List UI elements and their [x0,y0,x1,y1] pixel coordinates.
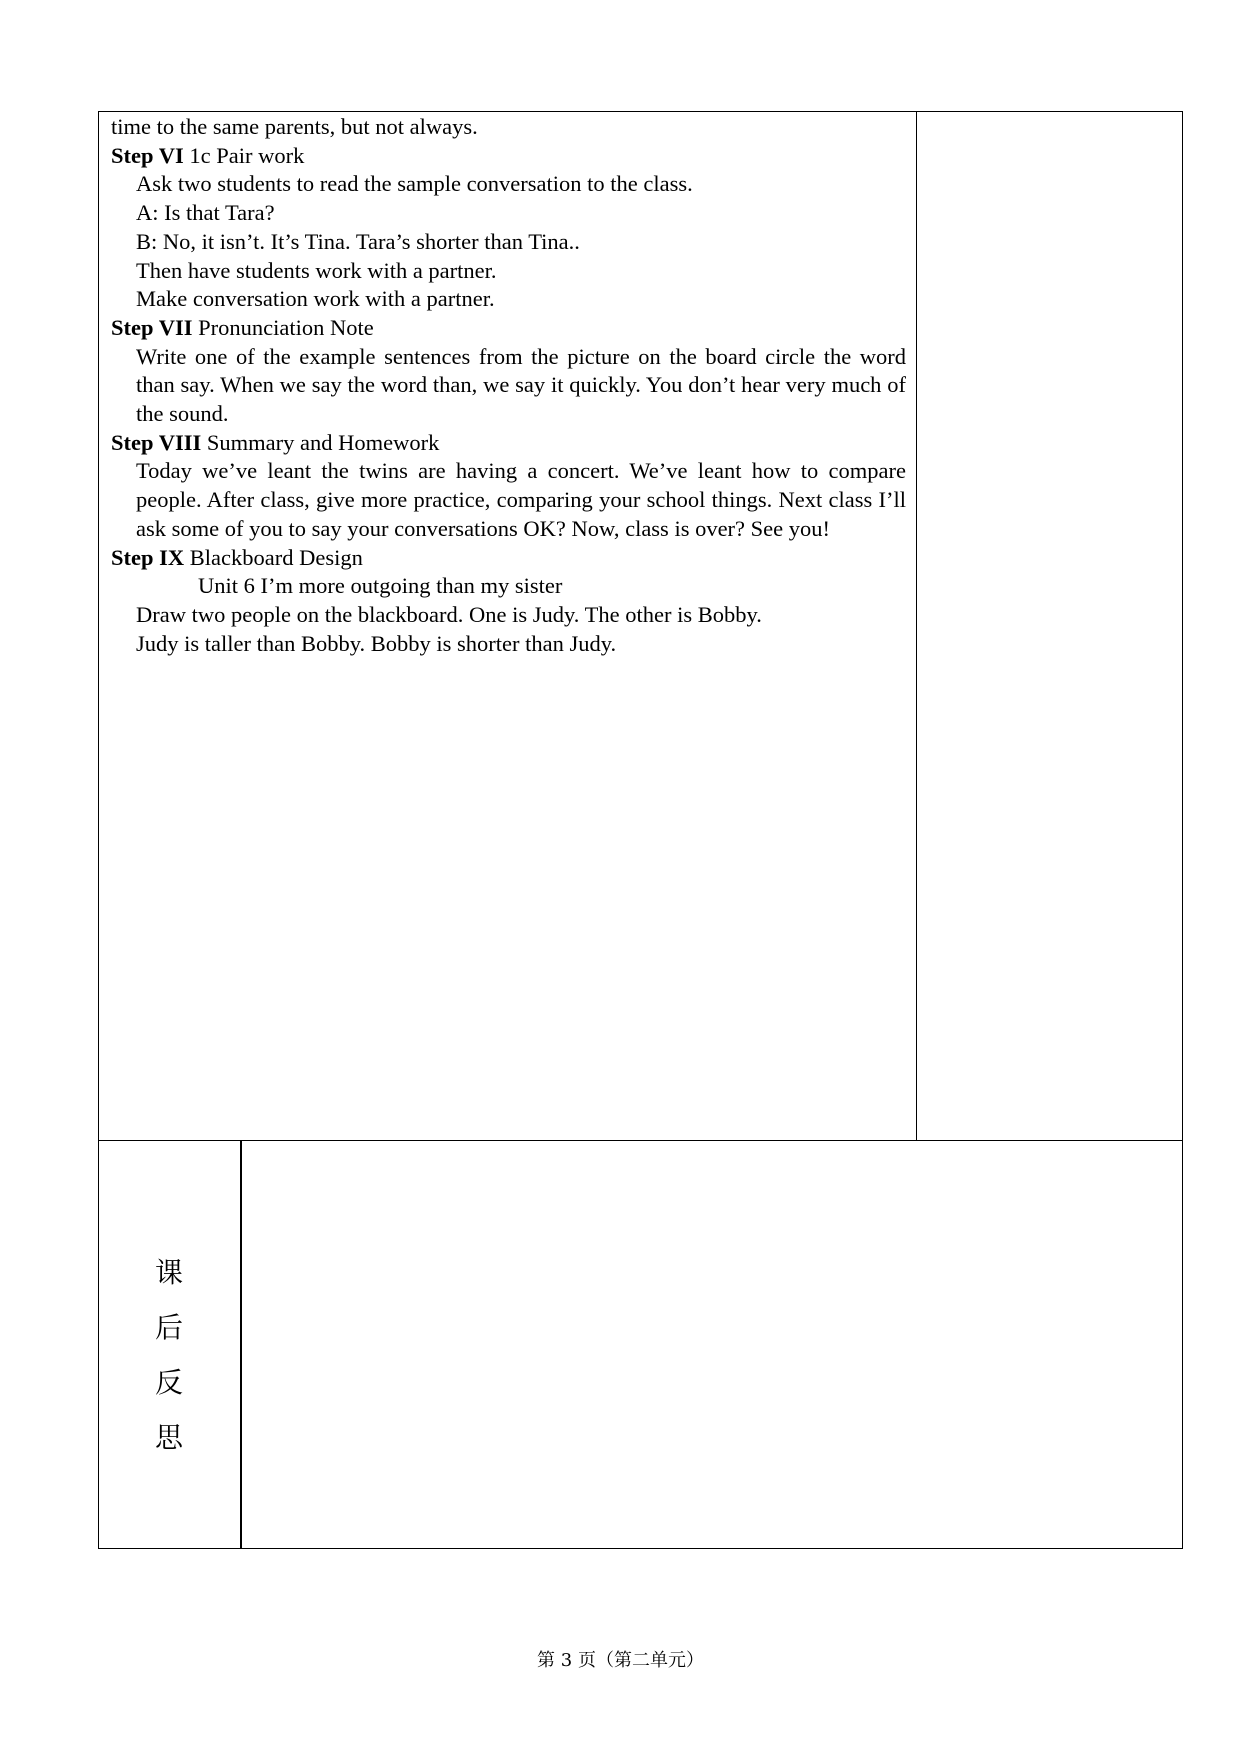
line-text: Then have students work with a partner. [136,257,497,283]
lesson-line [111,601,906,630]
reflection-label-char: 课 [154,1256,183,1289]
lesson-line [111,285,906,314]
line-text: B: No, it isn’t. It’s Tina. Tara’s shorter than Tina.. [136,228,580,254]
line-text: Judy is taller than Bobby. Bobby is shorter than Judy. [136,630,617,656]
column-divider [916,111,917,1141]
lesson-line [111,228,906,257]
step-heading: Step IX [111,544,185,570]
lesson-line [111,170,906,199]
line-text: Make conversation work with a partner. [136,286,495,312]
lesson-line [111,257,906,286]
step-heading: Step VIII [111,429,202,455]
lesson-line [111,314,906,343]
reflection-label-char: 反 [154,1366,183,1399]
reflection-label [98,1140,240,1549]
step-heading: Step VI [111,142,184,168]
line-text: Pronunciation Note [192,314,374,340]
line-text: Today we’ve leant the twins are having a concert. We’ve leant how to compare people. After class, give more practice, comparing your school things. Next class I’ll ask some of you to say your conversations OK? Now, class is over? See you! [136,458,906,541]
line-text: Ask two students to read the sample conversation to the class. [136,171,693,197]
line-text: Summary and Homework [201,429,440,455]
line-text: Draw two people on the blackboard. One is Judy. The other is Bobby. [136,601,762,627]
step-heading: Step VII [111,314,193,340]
line-text: time to the same parents, but not always. [111,114,478,139]
lesson-line [111,142,906,171]
line-text: 1c Pair work [183,142,305,168]
lesson-line [111,429,906,458]
reflection-label-char: 后 [154,1311,183,1344]
reflection-divider [240,1140,242,1549]
lesson-line [111,630,906,659]
page-footer: 第 3 页（第二单元） [537,1650,704,1671]
lesson-line [111,457,906,543]
lesson-line [111,544,906,573]
lesson-line [111,113,906,142]
reflection-label-char: 思 [154,1421,183,1454]
reflection-table [98,1140,1183,1549]
line-text: Write one of the example sentences from the picture on the board circle the word than say. When we say the word than, we say it quickly. You don’t hear very much of the sound. [136,343,906,427]
line-text: Blackboard Design [184,544,363,570]
lesson-line [111,572,906,601]
lesson-line [111,343,906,429]
line-text: A: Is that Tara? [136,200,275,226]
lesson-line [111,199,906,228]
line-text: Unit 6 I’m more outgoing than my sister [198,573,563,599]
lesson-content [111,113,906,658]
